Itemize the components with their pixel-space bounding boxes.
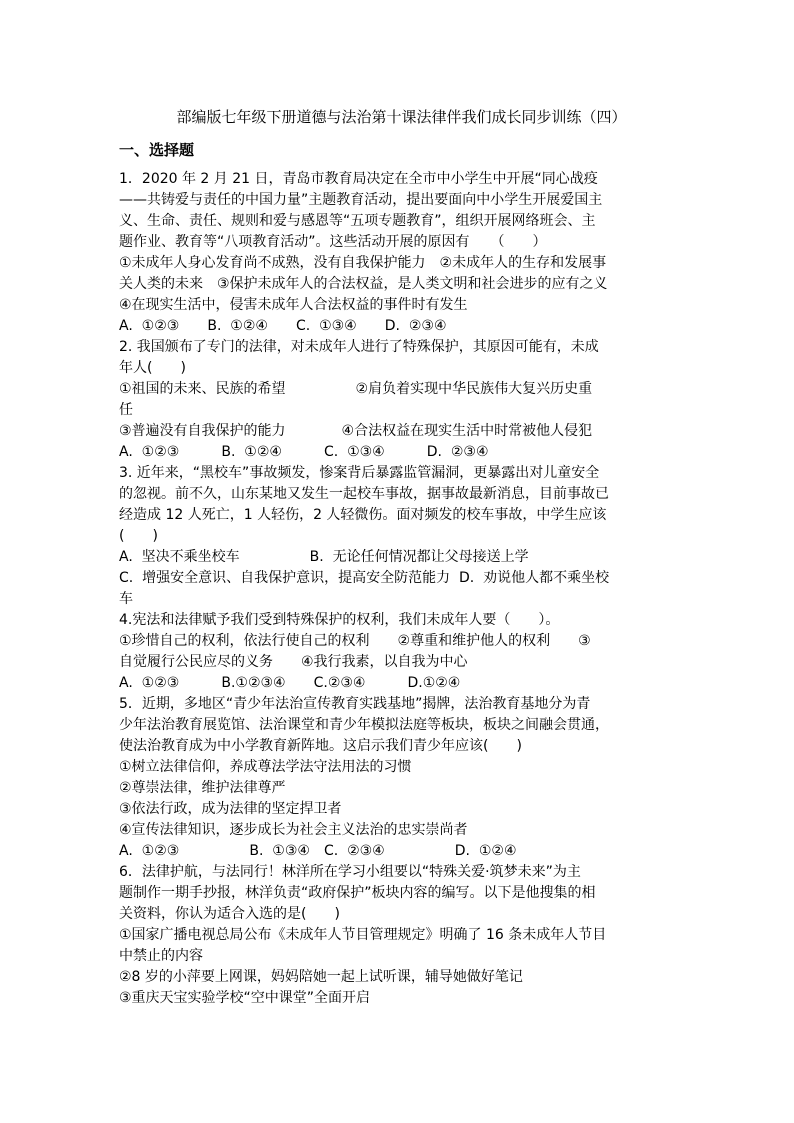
- document-title: 部编版七年级下册道德与法治第十课法律伴我们成长同步训练（四）: [176, 108, 627, 126]
- question-5: [119, 694, 684, 862]
- text-line: ②8 岁的小萍要上网课，妈妈陪她一起上试听课，辅导她做好笔记: [119, 969, 523, 985]
- text-line: ①未成年人身心发育尚不成熟，没有自我保护能力 ②未成年人的生存和发展事: [119, 255, 607, 271]
- text-line: 2. 我国颁布了专门的法律，对未成年人进行了特殊保护，其原因可能有，未成: [119, 339, 599, 355]
- answer-options: A. ①②③ B. ①②④ C. ①③④ D. ②③④: [119, 444, 489, 460]
- text-line: 1．2020 年 2 月 21 日，青岛市教育局决定在全市中小学生中开展“同心战疫: [119, 171, 598, 187]
- text-line: ③重庆天宝实验学校“空中课堂”全面开启: [119, 990, 371, 1006]
- question-6: [119, 862, 684, 1009]
- text-line: 使法治教育成为中小学教育新阵地。这启示我们青少年应该( ): [119, 738, 522, 754]
- text-line: ②尊崇法律，维护法律尊严: [119, 780, 286, 796]
- text-line: ——共铸爱与责任的中国力量”主题教育活动，提出要面向中小学生开展爱国主: [119, 192, 603, 208]
- text-line: 6．法律护航，与法同行！林洋所在学习小组要以“特殊关爱·筑梦未来”为主: [119, 864, 581, 880]
- text-line: 任: [119, 402, 133, 418]
- text-line: 少年法治教育展览馆、法治课堂和青少年模拟法庭等板块，板块之间融会贯通，: [119, 717, 609, 733]
- text-line: 车: [119, 591, 133, 607]
- text-line: ①国家广播电视总局公布《未成年人节目管理规定》明确了 16 条未成年人节目: [119, 927, 607, 943]
- text-line: 关资料，你认为适合入选的是( ): [119, 906, 340, 922]
- answer-options: A. ①②③ B.①②③④ C.②③④ D.①②④: [119, 675, 461, 691]
- text-line: ④宣传法律知识，逐步成长为社会主义法治的忠实崇尚者: [119, 822, 468, 838]
- text-line: 年人( ): [119, 360, 186, 376]
- question-2: [119, 337, 684, 463]
- document-page: [119, 106, 684, 1009]
- answer-options: A. 坚决不乘坐校车 B. 无论任何情况都让父母接送上学: [119, 549, 529, 565]
- text-line: ①祖国的未来、民族的希望 ②肩负着实现中华民族伟大复兴历史重: [119, 381, 593, 397]
- text-line: 的忽视。前不久，山东某地又发生一起校车事故，据事故最新消息，目前事故已: [119, 486, 609, 502]
- question-3: [119, 463, 684, 610]
- text-line: 中禁止的内容: [119, 948, 203, 964]
- text-line: ③依法行政，成为法律的坚定捍卫者: [119, 801, 342, 817]
- text-line: 关人类的未来 ③保护未成年人的合法权益，是人类文明和社会进步的应有之义: [119, 276, 608, 292]
- text-line: 题作业、教育等“八项教育活动”。这些活动开展的原因有 （ ）: [119, 234, 547, 250]
- answer-options: A. ①②③ B. ①③④ C. ②③④ D. ①②④: [119, 843, 517, 859]
- text-line: 经造成 12 人死亡，1 人轻伤，2 人轻微伤。面对频发的校车事故，中学生应该: [119, 507, 607, 523]
- text-line: ①珍惜自己的权利，依法行使自己的权利 ②尊重和维护他人的权利 ③: [119, 633, 591, 649]
- text-line: ③普遍没有自我保护的能力 ④合法权益在现实生活中时常被他人侵犯: [119, 423, 593, 439]
- section-heading: 一、选择题: [119, 141, 195, 159]
- text-line: 义、生命、责任、规则和爱与感恩等“五项专题教育”，组织开展网络班会、主: [119, 213, 596, 229]
- question-4: [119, 610, 684, 694]
- text-line: 5．近期，多地区“青少年法治宣传教育实践基地”揭牌，法治教育基地分为青: [119, 696, 591, 712]
- answer-options: A. ①②③ B. ①②④ C. ①③④ D. ②③④: [119, 318, 447, 334]
- answer-options: C. 增强安全意识、自我保护意识，提高安全防范能力 D. 劝说他人都不乘坐校: [119, 570, 610, 586]
- text-line: ④在现实生活中，侵害未成年人合法权益的事件时有发生: [119, 297, 468, 313]
- text-line: ( ): [119, 528, 158, 544]
- text-line: 4.宪法和法律赋予我们受到特殊保护的权利，我们未成年人要（ ）。: [119, 612, 560, 628]
- text-line: ①树立法律信仰，养成尊法学法守法用法的习惯: [119, 759, 412, 775]
- text-line: 自觉履行公民应尽的义务 ④我行我素，以自我为中心: [119, 654, 468, 670]
- text-line: 题制作一期手抄报，林洋负责“政府保护”板块内容的编写。以下是他搜集的相: [119, 885, 596, 901]
- text-line: 3. 近年来，“黑校车”事故频发，惨案背后暴露监管漏洞，更暴露出对儿童安全: [119, 465, 600, 481]
- question-1: [119, 169, 684, 337]
